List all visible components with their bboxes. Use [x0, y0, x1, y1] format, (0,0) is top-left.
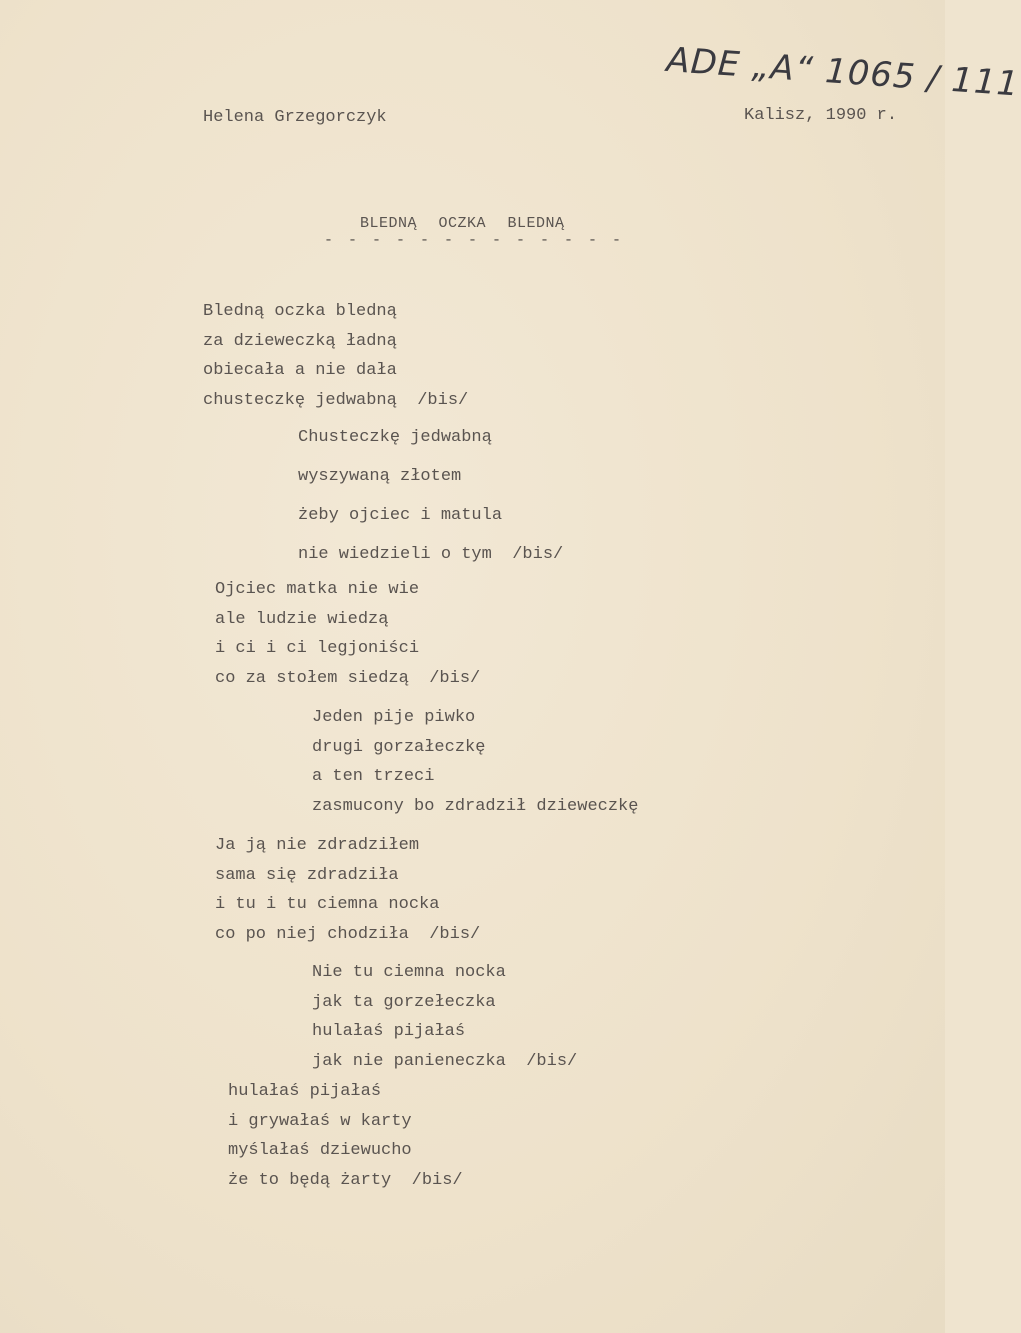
- verse-line: Ja ją nie zdradziłem: [215, 836, 420, 855]
- song-title: BLEDNĄ OCZKA BLEDNĄ: [360, 215, 565, 232]
- verse-line: żeby ojciec i matula: [298, 506, 503, 525]
- stanza-4: [312, 703, 638, 821]
- archive-mark: ADE „A“ 1065 / 111: [665, 40, 1021, 105]
- verse-line: Chusteczkę jedwabną: [298, 428, 492, 447]
- verse-line: co po niej chodziła /bis/: [215, 924, 481, 944]
- place-date: Kalisz, 1990 r.: [744, 106, 898, 125]
- author-name: Helena Grzegorczyk: [203, 108, 387, 127]
- stanza-3: [215, 575, 480, 693]
- verse-line: za dzieweczką ładną: [203, 331, 397, 351]
- verse-line: drugi gorzałeczkę: [312, 737, 486, 757]
- verse-line: sama się zdradziła: [215, 865, 399, 885]
- verse-line: a ten trzeci: [312, 767, 435, 786]
- verse-line: i ci i ci legjoniści: [215, 639, 420, 658]
- verse-line: Bledną oczka bledną: [203, 302, 397, 321]
- verse-line: obiecała a nie dała: [203, 361, 397, 380]
- stanza-7: [228, 1077, 463, 1195]
- verse-line: zasmucony bo zdradził dzieweczkę: [312, 796, 639, 816]
- verse-line: wyszywaną złotem: [298, 467, 462, 486]
- verse-line: że to będą żarty /bis/: [228, 1170, 463, 1190]
- verse-line: i grywałaś w karty: [228, 1111, 412, 1131]
- stanza-2: [298, 418, 563, 574]
- stanza-5: [215, 831, 480, 949]
- verse-line: Nie tu ciemna nocka: [312, 963, 506, 982]
- verse-line: myślałaś dziewucho: [228, 1141, 412, 1160]
- verse-line: jak ta gorzełeczka: [312, 992, 496, 1012]
- verse-line: co za stołem siedzą /bis/: [215, 668, 481, 688]
- verse-line: jak nie panieneczka /bis/: [312, 1051, 578, 1071]
- verse-line: i tu i tu ciemna nocka: [215, 895, 440, 914]
- verse-line: nie wiedzieli o tym /bis/: [298, 545, 564, 564]
- verse-line: Ojciec matka nie wie: [215, 580, 420, 599]
- stanza-1: [203, 297, 468, 415]
- verse-line: ale ludzie wiedzą: [215, 609, 389, 629]
- stanza-6: [312, 958, 577, 1076]
- verse-line: hulałaś pijałaś: [228, 1082, 382, 1101]
- verse-line: hulałaś pijałaś: [312, 1022, 466, 1041]
- verse-line: chusteczkę jedwabną /bis/: [203, 390, 469, 410]
- verse-line: Jeden pije piwko: [312, 708, 476, 727]
- title-underline: - - - - - - - - - - - - -: [324, 232, 625, 249]
